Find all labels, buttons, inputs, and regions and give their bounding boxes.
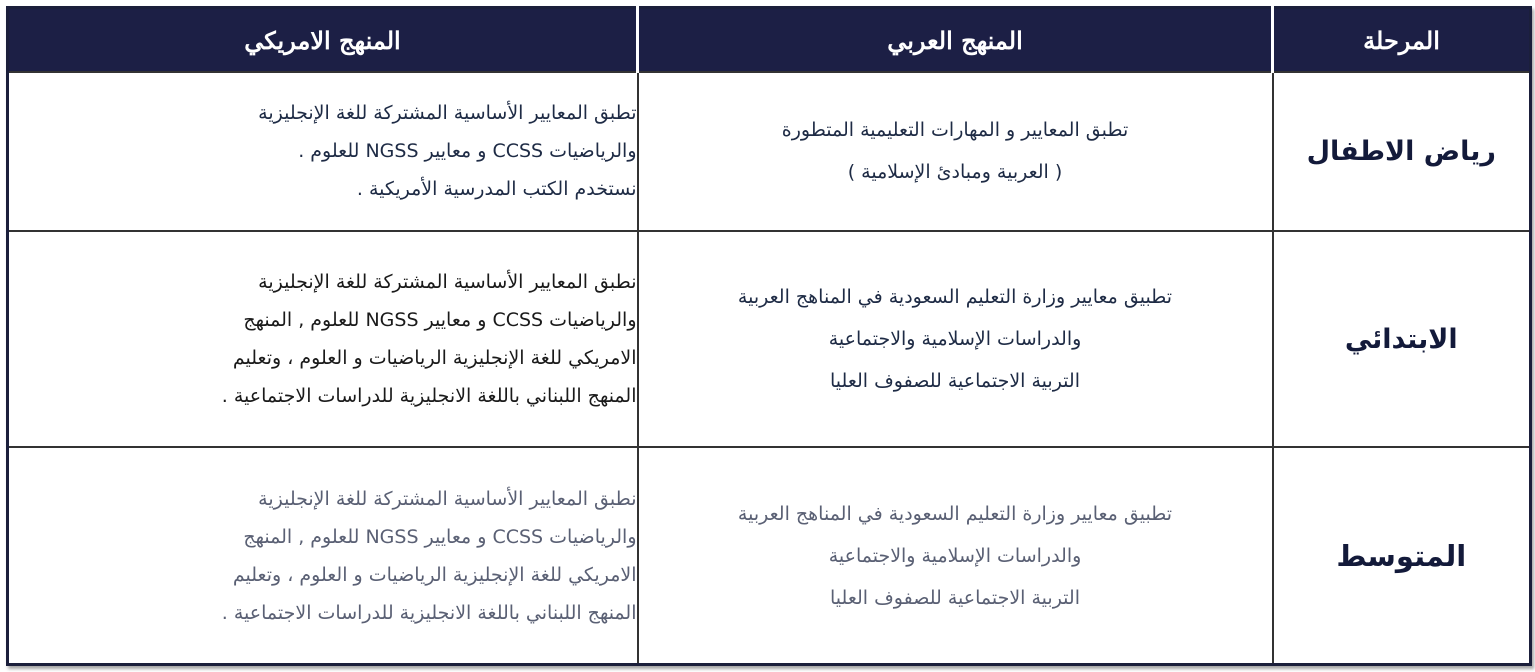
american-text-line: نطبق المعايير الأساسية المشتركة للغة الإنجليزية [258,487,637,510]
arabic-text-line: والدراسات الإسلامية والاجتماعية [828,328,1082,351]
header-arabic-curriculum: المنهج العربي [638,8,1273,73]
american-text-line: نستخدم الكتب المدرسية الأمريكية . [356,178,637,201]
american-text-line: الامريكي للغة الإنجليزية الرياضيات و العلوم ، وتعليم [232,347,637,370]
curriculum-comparison-table [6,6,1532,666]
table-body [8,72,1531,665]
table-row-elementary [8,231,1531,448]
american-curriculum-cell [8,231,638,448]
header-american-curriculum: المنهج الامريكي [8,8,638,73]
arabic-text-line: تطبيق معايير وزارة التعليم السعودية في المناهج العربية [737,502,1173,525]
american-text-line: والرياضيات CCSS و معايير NGSS للعلوم . [298,140,637,163]
american-text-line: والرياضيات CCSS و معايير NGSS للعلوم , المنهج [243,309,637,332]
american-text-line: الامريكي للغة الإنجليزية الرياضيات و العلوم ، وتعليم [232,563,637,586]
arabic-curriculum-cell [638,447,1273,664]
arabic-text-line: ( العربية ومبادئ الإسلامية ) [847,161,1063,184]
american-curriculum-cell [8,72,638,231]
arabic-text-line: التربية الاجتماعية للصفوف العليا [830,586,1080,609]
arabic-text-line: والدراسات الإسلامية والاجتماعية [828,544,1082,567]
american-text-line: والرياضيات CCSS و معايير NGSS للعلوم , المنهج [243,525,637,548]
american-text-line: نطبق المعايير الأساسية المشتركة للغة الإنجليزية [258,271,637,294]
arabic-text-line: التربية الاجتماعية للصفوف العليا [830,370,1080,393]
american-text-line: المنهج اللبناني باللغة الانجليزية للدراسات الاجتماعية . [221,385,637,408]
arabic-text-line: تطبيق معايير وزارة التعليم السعودية في المناهج العربية [737,286,1173,309]
stage-cell: رياض الاطفال [1273,72,1531,231]
header-row [8,8,1531,73]
american-curriculum-cell [8,447,638,664]
american-text-line: تطبق المعايير الأساسية المشتركة للغة الإنجليزية [258,102,637,125]
curriculum-table-wrapper [6,6,1529,666]
arabic-text-line: تطبق المعايير و المهارات التعليمية المتطورة [781,119,1129,142]
header-stage: المرحلة [1273,8,1531,73]
american-text-line: المنهج اللبناني باللغة الانجليزية للدراسات الاجتماعية . [221,601,637,624]
arabic-curriculum-cell [638,231,1273,448]
stage-cell: الابتدائي [1273,231,1531,448]
table-header [8,8,1531,73]
arabic-curriculum-cell [638,72,1273,231]
table-row-middle-school [8,447,1531,664]
stage-cell: المتوسط [1273,447,1531,664]
table-row-kindergarten [8,72,1531,231]
